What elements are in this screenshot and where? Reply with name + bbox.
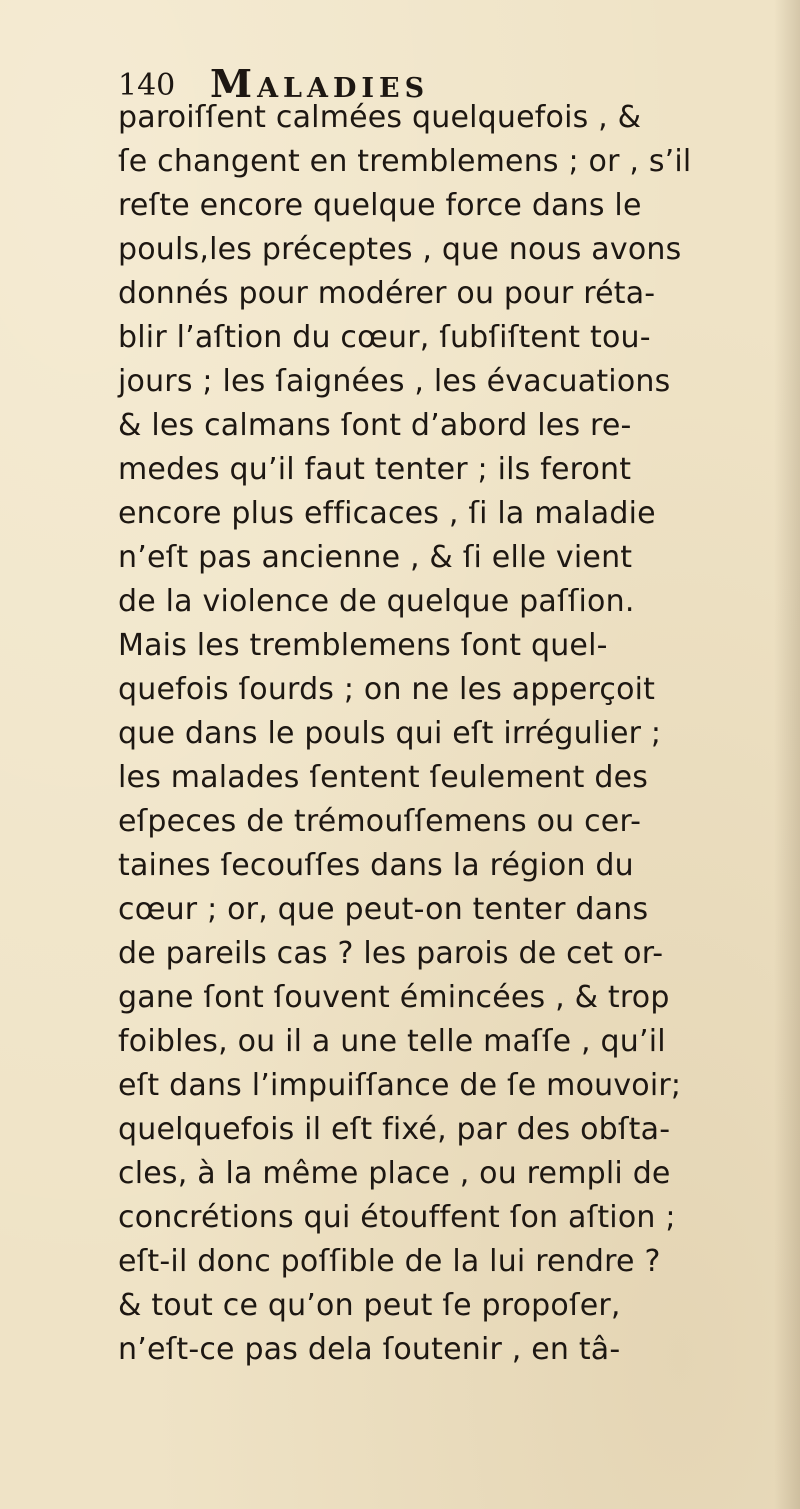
text-line: Mais les tremblemens ſont quel-	[118, 628, 608, 663]
running-head: Maladies	[210, 61, 430, 106]
text-line: donnés pour modérer ou pour réta-	[118, 276, 656, 311]
text-line: foibles, ou il a une telle maſſe , qu’il	[118, 1024, 666, 1059]
text-line: cœur ; or, que peut-on tenter dans	[118, 892, 649, 927]
text-line: les malades ſentent ſeulement des	[118, 760, 649, 795]
text-line: paroiſſent calmées quelquefois , &	[118, 100, 642, 135]
text-line: de la violence de quelque paſſion.	[118, 584, 635, 619]
text-line: gane ſont ſouvent émincées , & trop	[118, 980, 670, 1015]
text-line: blir l’aſtion du cœur, ſubſiſtent tou-	[118, 320, 651, 355]
text-line: quelquefois il eſt fixé, par des obſta-	[118, 1112, 671, 1147]
text-line: reſte encore quelque force dans le	[118, 188, 642, 223]
text-line: que dans le pouls qui eſt irrégulier ;	[118, 716, 662, 751]
body-text	[118, 96, 798, 1372]
text-line: eſpeces de trémouſſemens ou cer-	[118, 804, 642, 839]
text-line: & tout ce qu’on peut ſe propoſer,	[118, 1288, 621, 1323]
text-line: jours ; les ſaignées , les évacuations	[118, 364, 671, 399]
text-line: encore plus efficaces , ſi la maladie	[118, 496, 656, 531]
text-line: n’eſt pas ancienne , & ſi elle vient	[118, 540, 633, 575]
text-line: concrétions qui étouffent ſon aſtion ;	[118, 1200, 676, 1235]
text-line: de pareils cas ? les parois de cet or-	[118, 936, 664, 971]
text-line: cles, à la même place , ou rempli de	[118, 1156, 671, 1191]
text-line: eſt-il donc poſſible de la lui rendre ?	[118, 1244, 661, 1279]
text-line: medes qu’il faut tenter ; ils feront	[118, 452, 632, 487]
page-number: 140	[118, 68, 176, 103]
text-line: ſe changent en tremblemens ; or , s’il	[118, 144, 692, 179]
text-line: taines ſecouſſes dans la région du	[118, 848, 634, 883]
text-line: & les calmans ſont d’abord les re-	[118, 408, 632, 443]
text-line: quefois ſourds ; on ne les apperçoit	[118, 672, 656, 707]
text-line: eſt dans l’impuiſſance de ſe mouvoir;	[118, 1068, 682, 1103]
text-line: pouls,les préceptes , que nous avons	[118, 232, 682, 267]
text-line: n’eſt-ce pas dela ſoutenir , en tâ-	[118, 1332, 621, 1367]
